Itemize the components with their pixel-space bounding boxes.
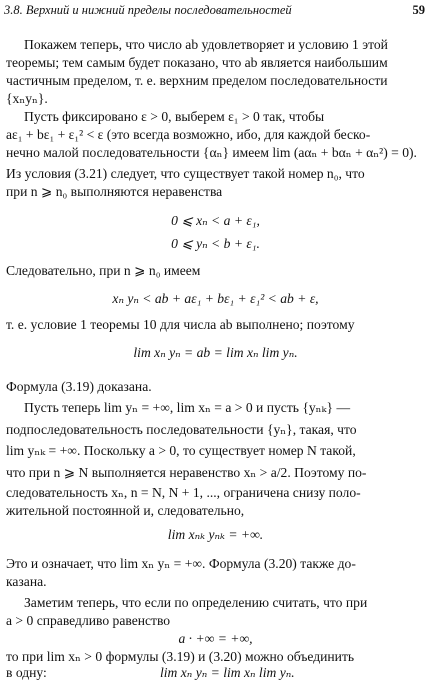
text-line: {xₙyₙ}. [6, 91, 48, 106]
formula: xₙ yₙ < ab + aε₁ + bε₁ + ε₁² < ab + ε, [112, 291, 319, 306]
text-line: Покажем теперь, что число ab удовлетворяет и условию 1 этой [24, 37, 388, 52]
text-line: подпоследовательность последовательности {yₙ}, такая, что [6, 422, 357, 437]
text-line: Пусть теперь lim yₙ = +∞, lim xₙ = a > 0 и пусть {yₙₖ} — [24, 400, 351, 415]
text-line: что при n ⩾ N выполняется неравенство xₙ > a/2. Поэтому по- [6, 465, 367, 480]
text-line: Следовательно, при n ⩾ n₀ имеем [6, 263, 201, 278]
formula: lim xₙ yₙ = lim xₙ lim yₙ. [160, 665, 295, 680]
text-line: a > 0 справедливо равенство [6, 613, 171, 628]
section-title: 3.8. Верхний и нижний пределы последовательностей [4, 3, 292, 17]
running-head [4, 3, 425, 21]
text-line: то при lim xₙ > 0 формулы (3.19) и (3.20) можно объединить [6, 649, 355, 664]
text-line: Это и означает, что lim xₙ yₙ = +∞. Формула (3.20) также до- [6, 556, 356, 571]
text-line: в одну: [6, 665, 47, 680]
text-line: Формула (3.19) доказана. [6, 379, 152, 394]
text-line: казана. [6, 574, 47, 589]
text-line: т. е. условие 1 теоремы 10 для числа ab выполнено; поэтому [6, 317, 355, 332]
page-number: 59 [412, 3, 425, 17]
text-line: lim yₙₖ = +∞. Поскольку a > 0, то существует номер N такой, [6, 443, 356, 458]
text-line: частичным пределом, т. е. верхним пределом последовательности [6, 73, 388, 88]
text-line: нечно малой последовательности {αₙ} имеем lim (aαₙ + bαₙ + αₙ²) = 0). [6, 145, 417, 160]
text-line: теоремы; тем самым будет показано, что ab является наибольшим [6, 55, 388, 70]
text-line: Пусть фиксировано ε > 0, выберем ε₁ > 0 так, чтобы [24, 109, 325, 124]
text-line: Из условия (3.21) следует, что существует такой номер n₀, что [6, 166, 365, 181]
text-line: при n ⩾ n₀ выполняются неравенства [6, 184, 223, 199]
text-line: aε₁ + bε₁ + ε₁² < ε (это всегда возможно, ибо, для каждой беско- [6, 127, 371, 142]
text-line: следовательность xₙ, n = N, N + 1, ..., ограничена снизу поло- [6, 485, 361, 500]
text-line: Заметим теперь, что если по определению считать, что при [24, 595, 368, 610]
text-line: жительной постоянной и, следовательно, [6, 503, 245, 518]
formula: lim xₙ yₙ = ab = lim xₙ lim yₙ. [133, 345, 298, 360]
formula: lim xₙₖ yₙₖ = +∞. [167, 527, 264, 542]
formula: a · +∞ = +∞, [178, 631, 253, 646]
formula: 0 ⩽ xₙ < a + ε₁, [171, 213, 260, 228]
formula: 0 ⩽ yₙ < b + ε₁. [171, 236, 260, 251]
